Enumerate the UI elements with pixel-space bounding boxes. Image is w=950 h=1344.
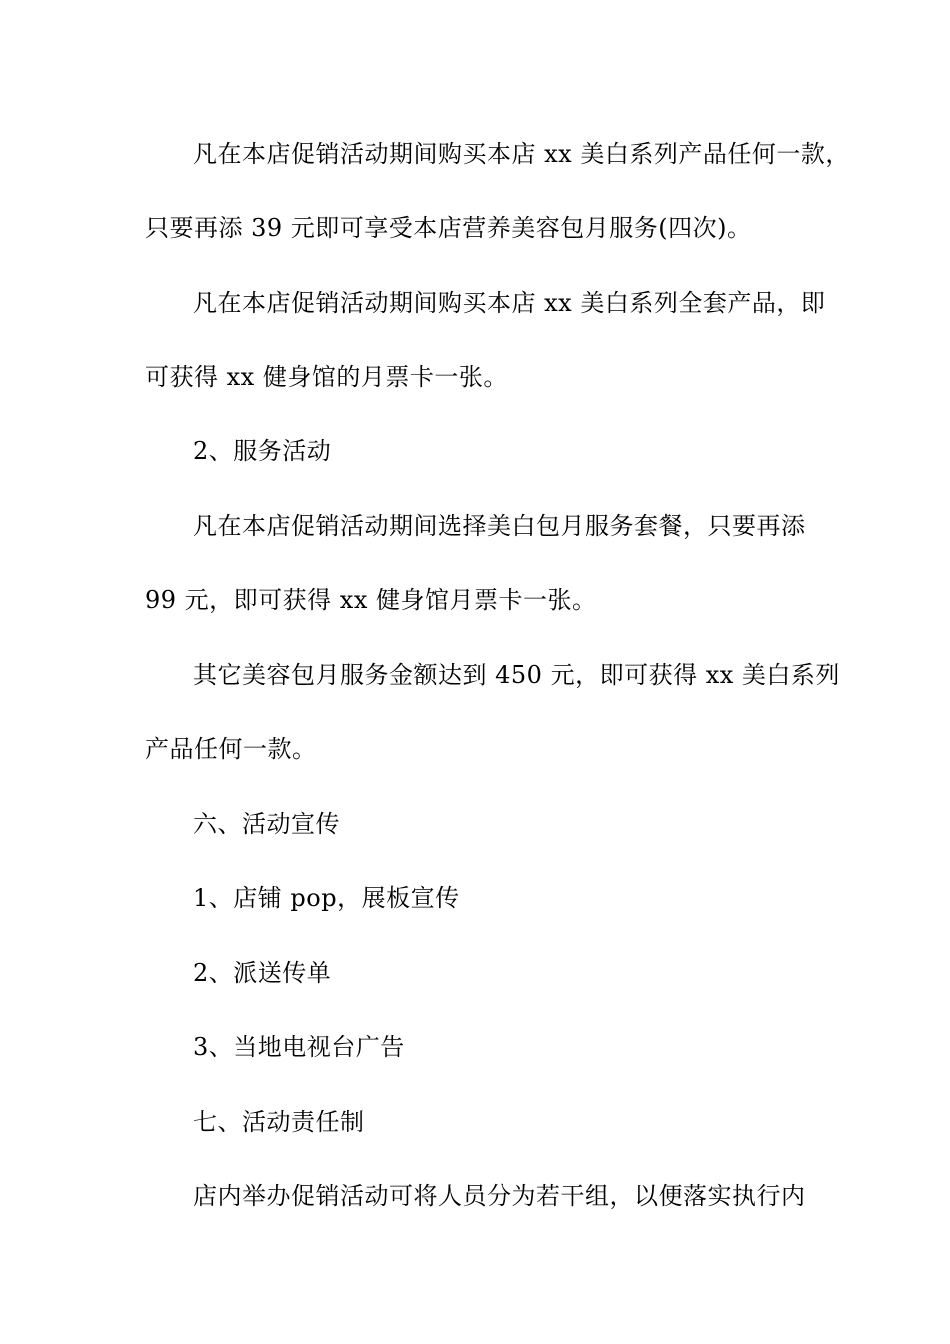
section-heading: 2、服务活动	[193, 437, 332, 465]
section-heading: 六、活动宣传	[193, 810, 340, 838]
paragraph-line: 产品任何一款。	[145, 735, 317, 763]
list-item: 2、派送传单	[193, 959, 332, 987]
paragraph-line: 凡在本店促销活动期间购买本店 xx 美白系列产品任何一款，	[193, 140, 850, 168]
paragraph-line: 凡在本店促销活动期间选择美白包月服务套餐，只要再添	[193, 512, 806, 540]
paragraph-line: 99 元，即可获得 xx 健身馆月票卡一张。	[145, 586, 597, 614]
list-item: 1、店铺 pop，展板宣传	[193, 884, 460, 912]
list-item: 3、当地电视台广告	[193, 1033, 405, 1061]
paragraph-line: 只要再添 39 元即可享受本店营养美容包月服务(四次)。	[145, 214, 752, 242]
paragraph-line: 凡在本店促销活动期间购买本店 xx 美白系列全套产品，即	[193, 289, 826, 317]
paragraph-line: 其它美容包月服务金额达到 450 元，即可获得 xx 美白系列	[193, 661, 840, 689]
paragraph-line: 可获得 xx 健身馆的月票卡一张。	[145, 363, 508, 391]
section-heading: 七、活动责任制	[193, 1108, 365, 1136]
paragraph-line: 店内举办促销活动可将人员分为若干组，以便落实执行内	[193, 1182, 806, 1210]
